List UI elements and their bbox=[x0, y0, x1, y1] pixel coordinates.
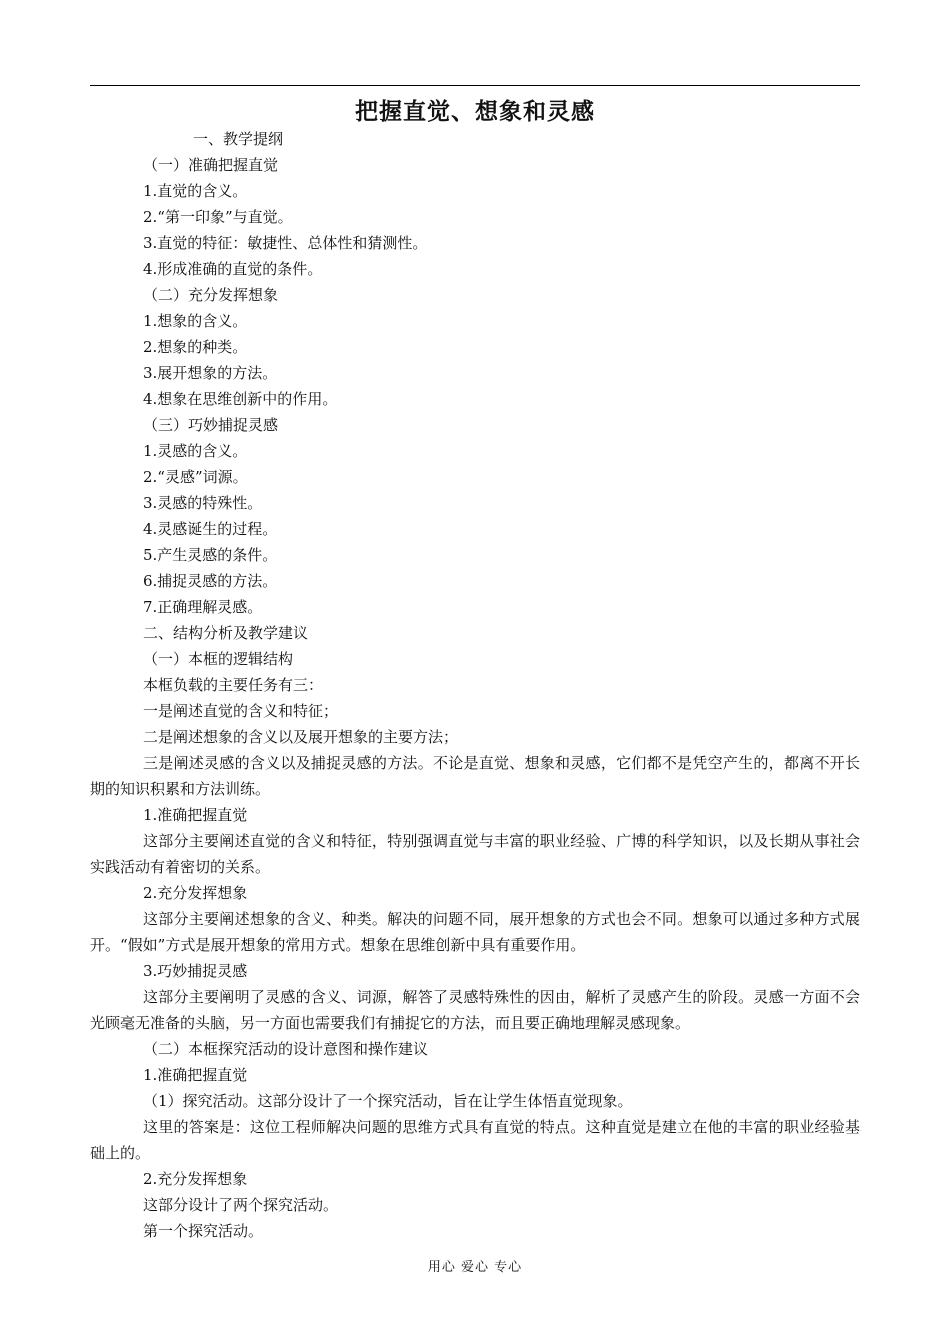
paragraph-line: 本框负载的主要任务有三： bbox=[143, 676, 324, 694]
list-item: 4.想象在思维创新中的作用。 bbox=[143, 390, 338, 408]
list-item: 2.想象的种类。 bbox=[143, 338, 248, 356]
list-item: 1.直觉的含义。 bbox=[143, 182, 248, 200]
document-title: 把握直觉、想象和灵感 bbox=[355, 99, 595, 125]
subheading-inspiration: （三）巧妙捕捉灵感 bbox=[143, 416, 279, 434]
list-item: 3.灵感的特殊性。 bbox=[143, 494, 263, 512]
paragraph: 这部分主要阐明了灵感的含义、词源，解答了灵感特殊性的因由，解析了灵感产生的阶段。灵感一方面不会光顾毫无准备的头脑，另一方面也需要我们有捕捉它的方法，而且要正确地理解灵感现象。 bbox=[90, 988, 860, 1032]
subheading-logic: （一）本框的逻辑结构 bbox=[143, 650, 294, 668]
subheading-intuition: （一）准确把握直觉 bbox=[143, 156, 279, 174]
subheading: 1.准确把握直觉 bbox=[143, 806, 248, 824]
subheading: 1.准确把握直觉 bbox=[143, 1066, 248, 1084]
list-item: 2.“第一印象”与直觉。 bbox=[143, 208, 293, 226]
paragraph-line: 二是阐述想象的含义以及展开想象的主要方法； bbox=[143, 728, 459, 746]
section-heading-outline: 一、教学提纲 bbox=[193, 130, 284, 148]
paragraph: 这部分主要阐述直觉的含义和特征，特别强调直觉与丰富的职业经验、广博的科学知识，以及长期从事社会实践活动有着密切的关系。 bbox=[90, 832, 860, 876]
list-item: 6.捕捉灵感的方法。 bbox=[143, 572, 278, 590]
paragraph: 三是阐述灵感的含义以及捕捉灵感的方法。不论是直觉、想象和灵感，它们都不是凭空产生的，都离不开长期的知识积累和方法训练。 bbox=[90, 754, 860, 798]
list-item: 7.正确理解灵感。 bbox=[143, 598, 263, 616]
list-item: 2.“灵感”词源。 bbox=[143, 468, 248, 486]
paragraph-line: （1）探究活动。这部分设计了一个探究活动，旨在让学生体悟直觉现象。 bbox=[143, 1092, 633, 1110]
list-item: 5.产生灵感的条件。 bbox=[143, 546, 278, 564]
subheading: 3.巧妙捕捉灵感 bbox=[143, 962, 248, 980]
list-item: 1.想象的含义。 bbox=[143, 312, 248, 330]
header-rule bbox=[90, 85, 860, 86]
paragraph-line: 第一个探究活动。 bbox=[143, 1222, 264, 1240]
list-item: 3.展开想象的方法。 bbox=[143, 364, 278, 382]
list-item: 4.灵感诞生的过程。 bbox=[143, 520, 278, 538]
paragraph-line: 一是阐述直觉的含义和特征； bbox=[143, 702, 339, 720]
list-item: 3.直觉的特征：敏捷性、总体性和猜测性。 bbox=[143, 234, 428, 252]
paragraph-line: 这部分设计了两个探究活动。 bbox=[143, 1196, 339, 1214]
paragraph: 这里的答案是：这位工程师解决问题的思维方式具有直觉的特点。这种直觉是建立在他的丰富的职业经验基础上的。 bbox=[90, 1118, 860, 1162]
subheading-imagination: （二）充分发挥想象 bbox=[143, 286, 279, 304]
paragraph: 这部分主要阐述想象的含义、种类。解决的问题不同，展开想象的方式也会不同。想象可以通过多种方式展开。“假如”方式是展开想象的常用方式。想象在思维创新中具有重要作用。 bbox=[90, 910, 860, 954]
section-heading-structure: 二、结构分析及教学建议 bbox=[143, 624, 309, 642]
subheading: 2.充分发挥想象 bbox=[143, 1170, 248, 1188]
page-footer: 用心 爱心 专心 bbox=[427, 1260, 523, 1275]
list-item: 4.形成准确的直觉的条件。 bbox=[143, 260, 323, 278]
subheading: 2.充分发挥想象 bbox=[143, 884, 248, 902]
list-item: 1.灵感的含义。 bbox=[143, 442, 248, 460]
subheading-design: （二）本框探究活动的设计意图和操作建议 bbox=[143, 1040, 429, 1058]
